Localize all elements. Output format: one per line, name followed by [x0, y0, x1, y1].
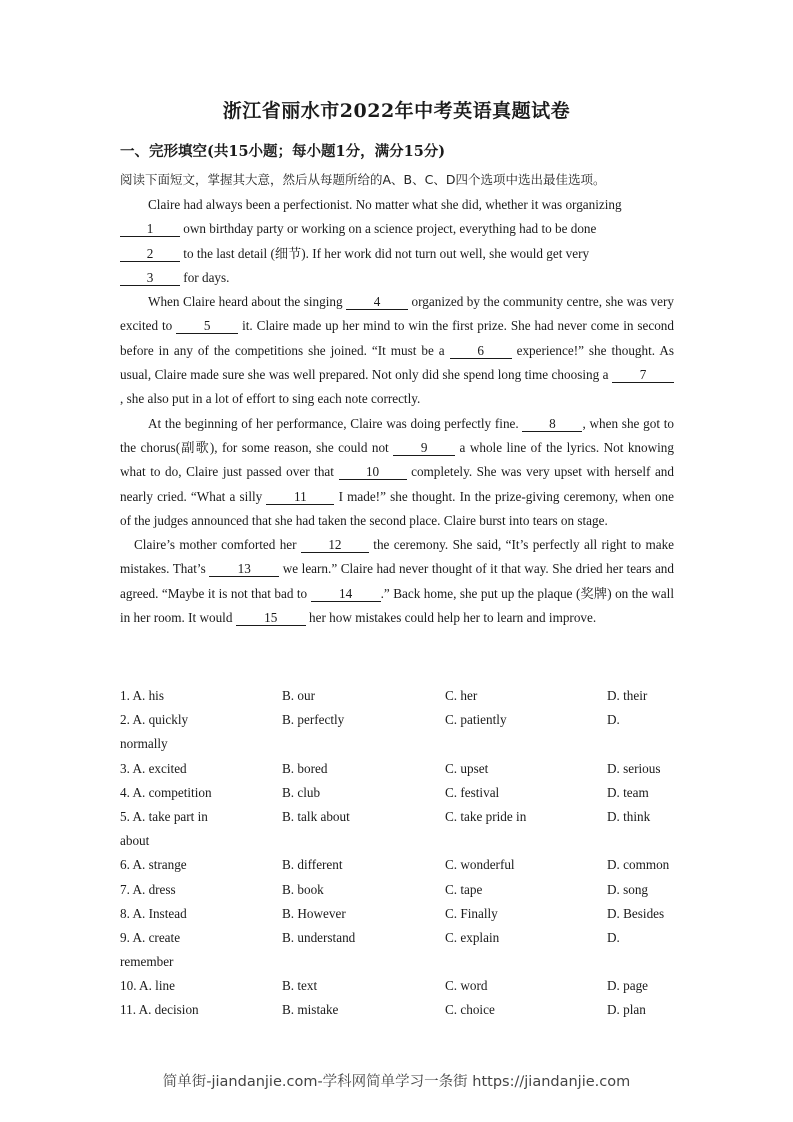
passage-text: completely. She was very upset with herself and nearly cried. “What a silly — [120, 464, 674, 504]
passage-text: a whole line of the lyrics. Not knowing what to do, Claire just passed over that — [120, 439, 674, 480]
option-b: B. bored — [282, 760, 328, 776]
blank-9: 9 — [393, 441, 455, 456]
question-row — [120, 998, 680, 1022]
option-a: 1. A. his — [120, 688, 164, 703]
blank-15: 15 — [236, 611, 306, 626]
blank-11: 11 — [266, 490, 334, 505]
option-d: D. think — [607, 808, 651, 824]
option-d: D. — [607, 929, 620, 945]
passage-text: .” Back home, she put up the plaque (奖牌) on the wall in her room. It would — [120, 585, 674, 626]
question-row — [120, 974, 680, 998]
blank-8: 8 — [522, 417, 582, 432]
option-d: D. their — [607, 688, 648, 703]
option-a: 6. A. strange — [120, 857, 187, 873]
option-b: B. our — [282, 688, 315, 703]
option-a: 9. A. create — [120, 929, 181, 945]
option-c: C. upset — [445, 760, 489, 776]
passage-text: Claire had always been a perfectionist. No matter what she did, whether it was organizing — [148, 197, 622, 212]
option-d: D. page — [607, 978, 649, 994]
paragraph-4 — [120, 533, 674, 630]
blank-2: 2 — [120, 247, 180, 262]
option-d: D. common — [607, 857, 670, 873]
question-row — [120, 708, 680, 756]
option-a: 4. A. competition — [120, 784, 212, 800]
passage-text: At the beginning of her performance, Claire was doing perfectly fine. — [148, 415, 523, 431]
question-row — [120, 781, 680, 805]
option-a: 7. A. dress — [120, 881, 176, 897]
passage-text: to the last detail (细节). If her work did not turn out well, she would get very — [180, 245, 590, 261]
paragraph-3 — [120, 412, 674, 533]
option-c: C. take pride in — [445, 808, 527, 824]
option-b: B. talk about — [282, 808, 350, 824]
blank-14: 14 — [311, 587, 381, 602]
passage-text: , she also put in a lot of effort to sing each note correctly. — [120, 391, 421, 407]
question-row — [120, 926, 680, 974]
question-row — [120, 878, 680, 902]
blank-1: 1 — [120, 222, 180, 237]
option-b: B. mistake — [282, 1002, 339, 1018]
option-c: C. wonderful — [445, 857, 515, 873]
option-d: D. team — [607, 784, 649, 800]
option-a: 10. A. line — [120, 978, 175, 994]
option-c: C. choice — [445, 1002, 495, 1018]
section-heading: 一、完形填空(共15小题；每小题1分，满分15分) — [120, 143, 446, 160]
blank-10: 10 — [339, 465, 407, 480]
option-b: B. book — [282, 881, 324, 897]
option-c: C. explain — [445, 929, 500, 945]
question-row — [120, 757, 680, 781]
passage-text: own birthday party or working on a science project, everything had to be done — [180, 221, 597, 237]
blank-13: 13 — [209, 562, 279, 577]
option-a: 2. A. quickly — [120, 712, 189, 728]
question-row — [120, 805, 680, 853]
option-d-continued: remember — [120, 954, 174, 970]
blank-7: 7 — [612, 368, 674, 383]
option-d: D. serious — [607, 760, 661, 776]
passage-text: the ceremony. She said, “It’s perfectly all right to make mistakes. That’s — [120, 537, 675, 577]
option-c: C. Finally — [445, 905, 498, 921]
option-b: B. text — [282, 978, 318, 994]
option-b: B. club — [282, 784, 321, 800]
option-c: C. tape — [445, 881, 483, 897]
passage-text: organized by the community centre, she was very excited to — [120, 294, 674, 334]
option-c: C. festival — [445, 784, 500, 800]
paragraph-2 — [120, 290, 674, 411]
option-d: D. plan — [607, 1002, 646, 1018]
paragraph-1 — [120, 193, 674, 290]
passage-text: we learn.” Claire had never thought of it that way. She dried her tears and agreed. “Maybe it is not that bad to — [120, 561, 674, 601]
option-a: 11. A. decision — [120, 1002, 199, 1018]
passage-text: , when she got to the chorus(副歌), for some reason, she could not — [120, 415, 674, 455]
passage-text: it. Claire made up her mind to win the first prize. She had never come in second before in any of the competitions she joined. “It must be a — [120, 318, 674, 358]
option-b: B. understand — [282, 929, 356, 945]
page-title: 浙江省丽水市2022年中考英语真题试卷 — [222, 100, 571, 122]
passage-text: her how mistakes could help her to learn and improve. — [305, 610, 597, 626]
passage-text: I made!” she thought. In the prize-giving ceremony, when one of the judges announced that she had taken the second place. Claire burst into tears on stage. — [120, 488, 674, 528]
option-d: D. song — [607, 881, 649, 897]
option-d-continued: normally — [120, 736, 168, 752]
question-row — [120, 684, 680, 708]
blank-5: 5 — [176, 319, 238, 334]
blank-12: 12 — [301, 538, 369, 553]
option-b: B. perfectly — [282, 712, 345, 728]
option-a-continued: about — [120, 833, 150, 849]
option-a: 3. A. excited — [120, 760, 187, 776]
option-c: C. word — [445, 978, 488, 994]
option-d: D. — [607, 712, 620, 728]
blank-6: 6 — [450, 344, 512, 359]
option-a: 5. A. take part in — [120, 808, 208, 824]
blank-4: 4 — [346, 295, 408, 310]
question-row — [120, 902, 680, 926]
passage-text: When Claire heard about the singing — [148, 294, 347, 310]
passage-text: experience!” she thought. As usual, Claire made sure she was well prepared. Not only did she spend long time choosing a — [120, 342, 674, 383]
option-b: B. different — [282, 857, 343, 873]
passage — [120, 193, 674, 630]
answer-options — [120, 684, 680, 1023]
option-a: 8. A. Instead — [120, 905, 187, 921]
passage-text: Claire’s mother comforted her — [134, 537, 301, 553]
question-row — [120, 853, 680, 877]
option-b: B. However — [282, 905, 346, 921]
blank-3: 3 — [120, 271, 180, 286]
footer-watermark: 简单街-jiandanjie.com-学科网简单学习一条街 https://jiandanjie.com — [162, 1074, 631, 1090]
option-d: D. Besides — [607, 905, 665, 921]
option-c: C. patiently — [445, 712, 507, 728]
option-c: C. her — [445, 688, 478, 703]
passage-text: for days. — [180, 269, 230, 285]
instructions: 阅读下面短文，掌握其大意，然后从每题所给的A、B、C、D四个选项中选出最佳选项。 — [120, 172, 606, 187]
